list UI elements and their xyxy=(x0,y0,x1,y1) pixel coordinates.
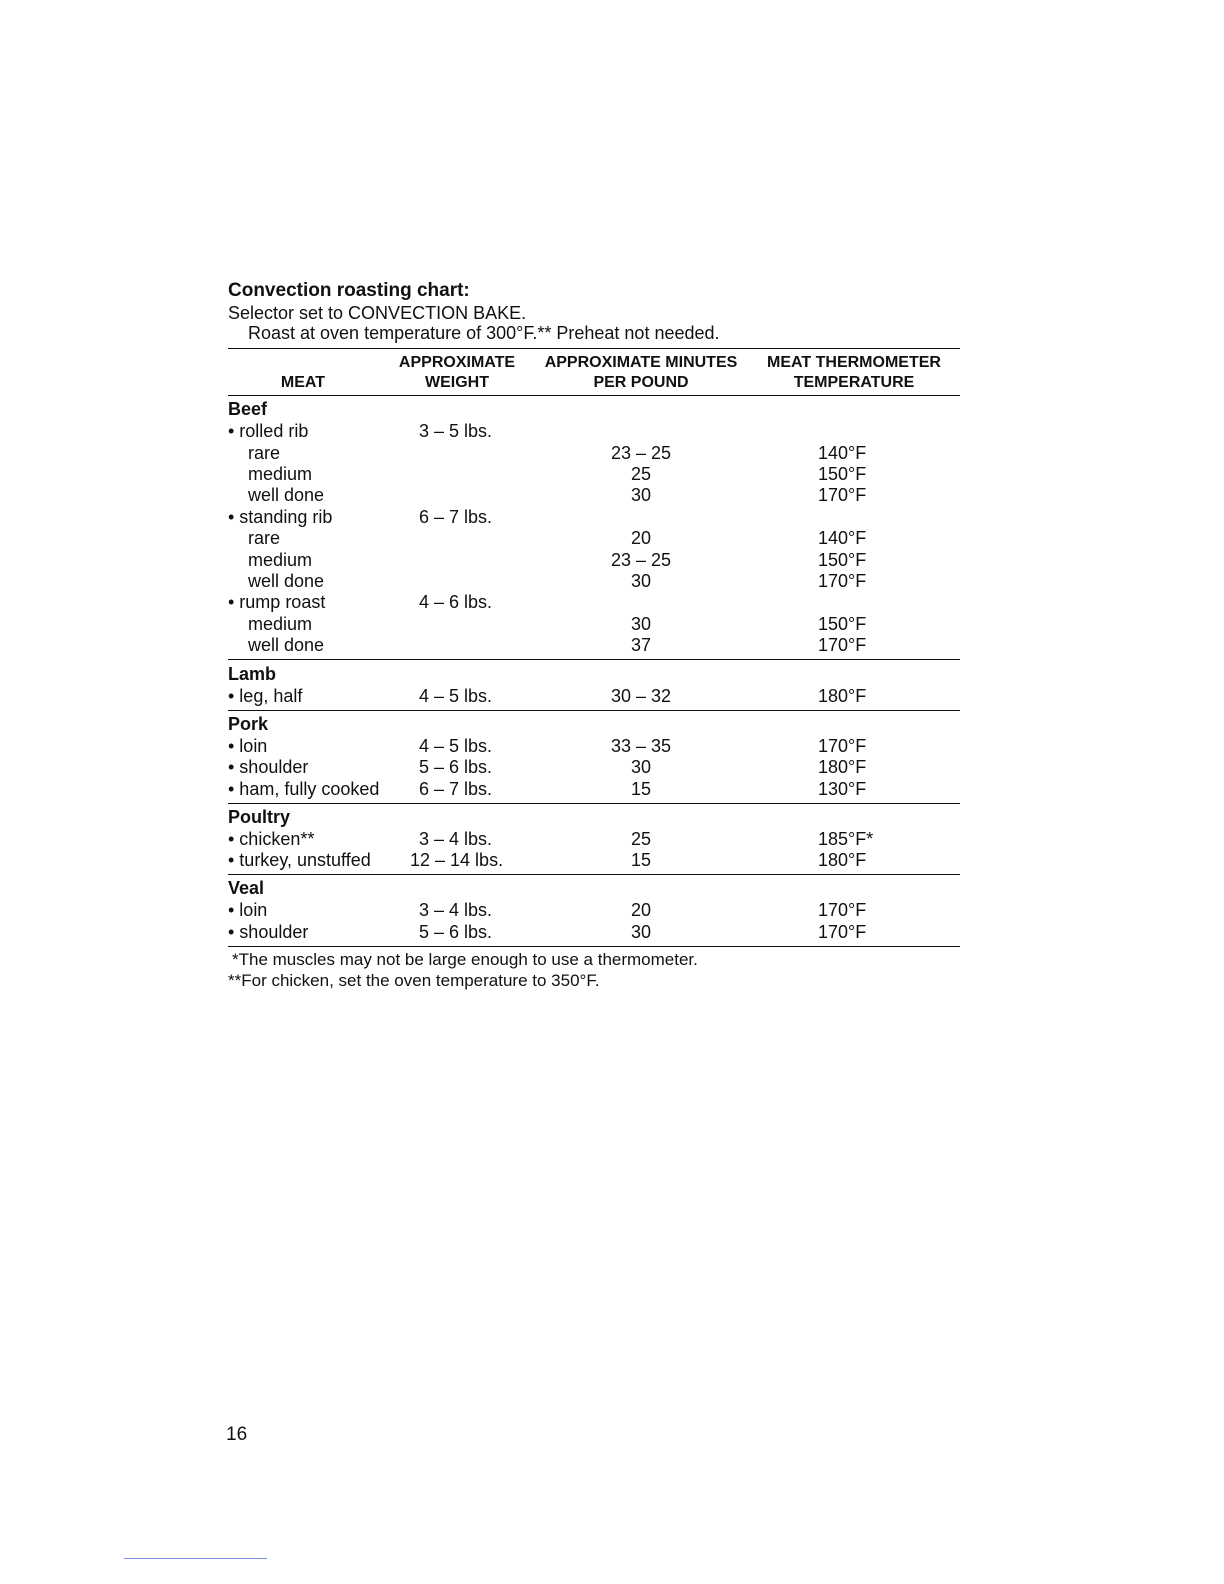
weight-cell: 3 – 4 lbs. xyxy=(419,829,493,849)
table-row xyxy=(0,399,1224,420)
table-row xyxy=(0,686,1224,707)
temperature-instruction: Roast at oven temperature of 300°F.** Preheat not needed. xyxy=(248,323,720,343)
temp-cell: 180°F xyxy=(818,850,867,870)
table-row xyxy=(0,614,1224,635)
table-row xyxy=(0,550,1224,571)
temp-cell: 140°F xyxy=(818,528,867,548)
temp-cell: 150°F xyxy=(818,464,867,484)
meat-cell: medium xyxy=(248,550,313,570)
weight-cell: 5 – 6 lbs. xyxy=(419,922,493,942)
meat-cell: medium xyxy=(248,464,313,484)
table-row xyxy=(0,900,1224,921)
table-row xyxy=(0,635,1224,656)
header-minutes-line2: PER POUND xyxy=(593,374,689,391)
temp-cell: 130°F xyxy=(818,779,867,799)
table-row xyxy=(0,714,1224,735)
temp-cell: 170°F xyxy=(818,736,867,756)
table-row xyxy=(0,443,1224,464)
temp-cell: 150°F xyxy=(818,614,867,634)
temp-cell: 170°F xyxy=(818,571,867,591)
meat-cell: • chicken** xyxy=(228,829,315,849)
weight-cell: 6 – 7 lbs. xyxy=(419,507,493,527)
weight-cell: 5 – 6 lbs. xyxy=(419,757,493,777)
table-row xyxy=(0,736,1224,757)
meat-cell: • turkey, unstuffed xyxy=(228,850,371,870)
table-row xyxy=(0,829,1224,850)
meat-cell: rare xyxy=(248,528,281,548)
meat-cell: • shoulder xyxy=(228,757,309,777)
minutes-cell: 15 xyxy=(630,779,652,799)
weight-cell: 12 – 14 lbs. xyxy=(410,850,504,870)
meat-cell: • rolled rib xyxy=(228,421,309,441)
table-row xyxy=(0,571,1224,592)
section-rule xyxy=(228,659,960,660)
meat-cell: • standing rib xyxy=(228,507,333,527)
minutes-cell: 33 – 35 xyxy=(610,736,672,756)
temp-cell: 185°F* xyxy=(818,829,874,849)
minutes-cell: 30 xyxy=(630,757,652,777)
minutes-cell: 30 xyxy=(630,922,652,942)
table-row xyxy=(0,421,1224,442)
header-minutes-line1: APPROXIMATE MINUTES xyxy=(544,354,738,371)
meat-cell: • loin xyxy=(228,736,268,756)
meat-cell: • ham, fully cooked xyxy=(228,779,380,799)
table-row xyxy=(0,592,1224,613)
category-pork: Pork xyxy=(228,714,269,734)
header-minutes xyxy=(533,353,749,393)
minutes-cell: 25 xyxy=(630,464,652,484)
chart-title: Convection roasting chart: xyxy=(228,280,470,301)
meat-cell: rare xyxy=(248,443,281,463)
meat-cell: • leg, half xyxy=(228,686,303,706)
meat-cell: medium xyxy=(248,614,313,634)
category-poultry: Poultry xyxy=(228,807,291,827)
meat-cell: • shoulder xyxy=(228,922,309,942)
weight-cell: 3 – 5 lbs. xyxy=(419,421,493,441)
minutes-cell: 30 xyxy=(630,571,652,591)
meat-cell: • rump roast xyxy=(228,592,326,612)
temp-cell: 170°F xyxy=(818,485,867,505)
page-number: 16 xyxy=(226,1424,248,1445)
table-row xyxy=(0,464,1224,485)
selector-instruction: Selector set to CONVECTION BAKE. xyxy=(228,303,527,323)
section-rule xyxy=(228,803,960,804)
table-top-rule xyxy=(228,348,960,349)
table-row xyxy=(0,485,1224,506)
meat-cell: well done xyxy=(248,571,325,591)
temp-cell: 170°F xyxy=(818,922,867,942)
category-lamb: Lamb xyxy=(228,664,277,684)
table-row xyxy=(0,507,1224,528)
table-row xyxy=(0,779,1224,800)
temp-cell: 180°F xyxy=(818,757,867,777)
header-weight-line2: WEIGHT xyxy=(425,374,489,391)
section-rule xyxy=(228,874,960,875)
meat-cell: • loin xyxy=(228,900,268,920)
table-row xyxy=(0,757,1224,778)
table-row xyxy=(0,878,1224,899)
minutes-cell: 23 – 25 xyxy=(610,550,672,570)
category-beef: Beef xyxy=(228,399,268,419)
minutes-cell: 30 xyxy=(630,614,652,634)
table-row xyxy=(0,922,1224,943)
table-row xyxy=(0,850,1224,871)
header-temperature-line2: TEMPERATURE xyxy=(793,374,915,391)
temp-cell: 170°F xyxy=(818,900,867,920)
temp-cell: 180°F xyxy=(818,686,867,706)
minutes-cell: 20 xyxy=(630,900,652,920)
minutes-cell: 30 – 32 xyxy=(610,686,672,706)
table-row xyxy=(0,807,1224,828)
minutes-cell: 23 – 25 xyxy=(610,443,672,463)
minutes-cell: 20 xyxy=(630,528,652,548)
meat-cell: well done xyxy=(248,635,325,655)
header-temperature-line1: MEAT THERMOMETER xyxy=(767,354,941,371)
weight-cell: 4 – 5 lbs. xyxy=(419,686,493,706)
meat-cell: well done xyxy=(248,485,325,505)
weight-cell: 4 – 6 lbs. xyxy=(419,592,493,612)
category-veal: Veal xyxy=(228,878,265,898)
header-temperature xyxy=(758,353,950,393)
section-rule xyxy=(228,710,960,711)
table-row xyxy=(0,664,1224,685)
minutes-cell: 30 xyxy=(630,485,652,505)
footnote-chicken: **For chicken, set the oven temperature to 350°F. xyxy=(228,971,600,990)
footnote-thermometer: *The muscles may not be large enough to use a thermometer. xyxy=(232,950,698,969)
header-meat: MEAT xyxy=(280,374,326,391)
weight-cell: 6 – 7 lbs. xyxy=(419,779,493,799)
header-weight-line1: APPROXIMATE xyxy=(398,354,516,371)
table-row xyxy=(0,528,1224,549)
table-bottom-rule xyxy=(228,946,960,947)
weight-cell: 3 – 4 lbs. xyxy=(419,900,493,920)
temp-cell: 150°F xyxy=(818,550,867,570)
footer-line xyxy=(124,1558,267,1559)
minutes-cell: 15 xyxy=(630,850,652,870)
weight-cell: 4 – 5 lbs. xyxy=(419,736,493,756)
temp-cell: 140°F xyxy=(818,443,867,463)
header-bottom-rule xyxy=(228,395,960,396)
temp-cell: 170°F xyxy=(818,635,867,655)
minutes-cell: 37 xyxy=(630,635,652,655)
minutes-cell: 25 xyxy=(630,829,652,849)
header-weight xyxy=(391,353,523,393)
